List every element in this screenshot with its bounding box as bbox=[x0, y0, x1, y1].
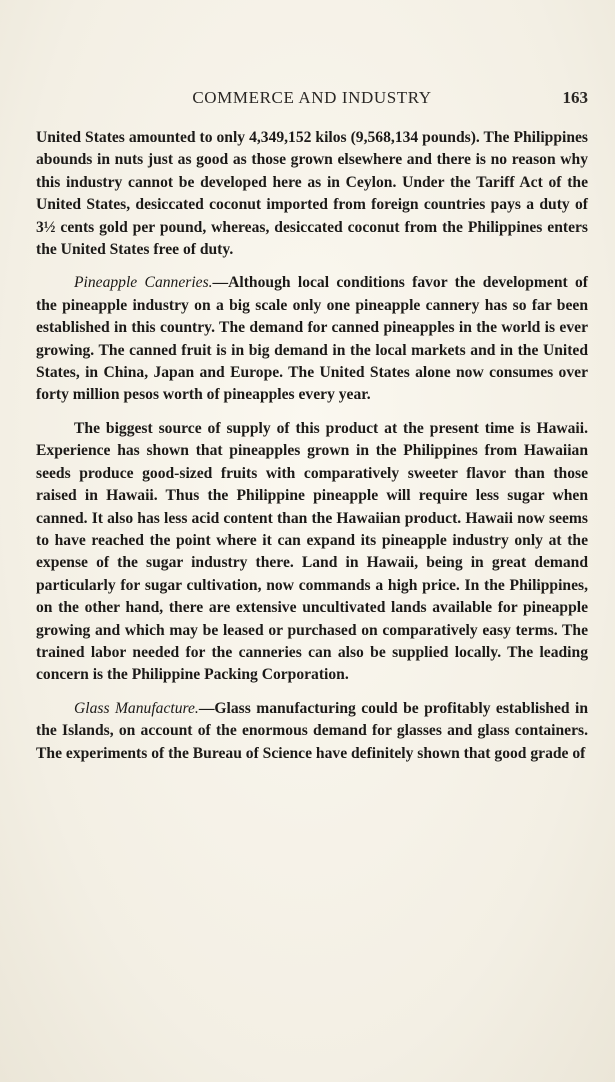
paragraph-text: —Although local conditions favor the development of the pineapple industry on a big scale only one pineapple cannery has so far been established in this country. The demand for canned pineapples in the world is ever growing. The canned fruit is in big demand in the local markets and in the United States, in China, Japan and Europe. The United States alone now consumes over forty million pesos worth of pineapples every year. bbox=[36, 274, 588, 404]
paragraph-text: The biggest source of supply of this product at the present time is Hawaii. Experience has shown that pineapples grown in the Philippines from Hawaiian seeds produce good-sized fruits with comparatively sweeter flavor than those raised in Hawaii. Thus the Philippine pineapple will require less sugar when canned. It also has less acid content than the Hawaiian product. Hawaii now seems to have reached the point where it can expand its pineapple industry only at the expense of the sugar industry there. Land in Hawaii, being in great demand particularly for sugar cultivation, now commands a high price. In the Philippines, on the other hand, there are extensive uncultivated lands available for pineapple growing and which may be leased or purchased on comparatively easy terms. The trained labor needed for the canneries can also be supplied locally. The leading concern is the Philippine Packing Corporation. bbox=[36, 419, 588, 684]
page-header bbox=[36, 88, 588, 116]
paragraph-pineapple-canneries bbox=[36, 272, 588, 406]
section-heading-glass-manufacture: Glass Manufacture. bbox=[74, 699, 199, 717]
body-text bbox=[36, 127, 588, 765]
page-number: 163 bbox=[562, 88, 588, 107]
paragraph-text: United States amounted to only 4,349,152 kilos (9,568,134 pounds). The Philippines abounds in nuts just as good as those grown elsewhere and there is no reason why this industry cannot be developed here as in Ceylon. Under the Tariff Act of the United States, desiccated coconut imported from foreign countries pays a duty of 3½ cents gold per pound, whereas, desiccated coconut from the Philippines enters the United States free of duty. bbox=[36, 129, 588, 259]
running-head: COMMERCE AND INDUSTRY bbox=[192, 88, 432, 107]
paragraph-text: —Glass manufacturing could be profitably established in the Islands, on account of the enormous demand for glasses and glass containers. The experiments of the Bureau of Science have definitely shown that good grade of bbox=[36, 699, 588, 762]
paragraph-coconut bbox=[36, 127, 588, 261]
paragraph-hawaii bbox=[36, 418, 588, 687]
paragraph-glass-manufacture bbox=[36, 698, 588, 765]
section-heading-pineapple-canneries: Pineapple Canneries. bbox=[74, 274, 213, 292]
